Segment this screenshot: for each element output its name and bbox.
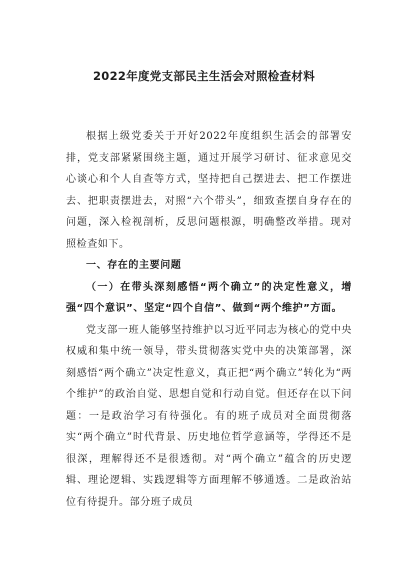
body-paragraph: 党支部一班人能够坚持维护以习近平同志为核心的党中央权威和集中统一领导，带头贯彻落实党中央的决策部署，深刻感悟“两个确立”决定性意义，真正把“两个确立”转化为“两个维护”的政治自觉、思想自觉和行动自觉。但还存在以下问题：一是政治学习有待强化。有的班子成员对全面贯彻落实“两个确立”时代背景、历史地位哲学意涵等，学得还不是很深，理解得还不是很透彻。对“两个确立”蕴含的历史逻辑、理论逻辑、实践逻辑等方面理解不够通透。二是政治站位有待提升。部分班子成员 [66, 324, 352, 508]
subsection-heading: （一）在带头深刻感悟“两个确立”的决定性意义，增强“四个意识”、坚定“四个自信”、做到“两个维护”方面。 [66, 281, 352, 314]
intro-paragraph: 根据上级党委关于开好2022年度组织生活会的部署安排，党支部紧紧围绕主题，通过开展学习研讨、征求意见交心谈心和个人自查等方式，坚持把自己摆进去、把工作摆进去、把职责摆进去，对照“六个带头”，细致查摆自身存在的问题，深入检视剖析，反思问题根源，明确整改举措。现对照检查如下。 [66, 131, 352, 250]
document-title: 2022年度党支部民主生活会对照检查材料 [92, 69, 315, 83]
document-body [66, 126, 352, 513]
section-heading: 一、存在的主要问题 [86, 260, 182, 271]
